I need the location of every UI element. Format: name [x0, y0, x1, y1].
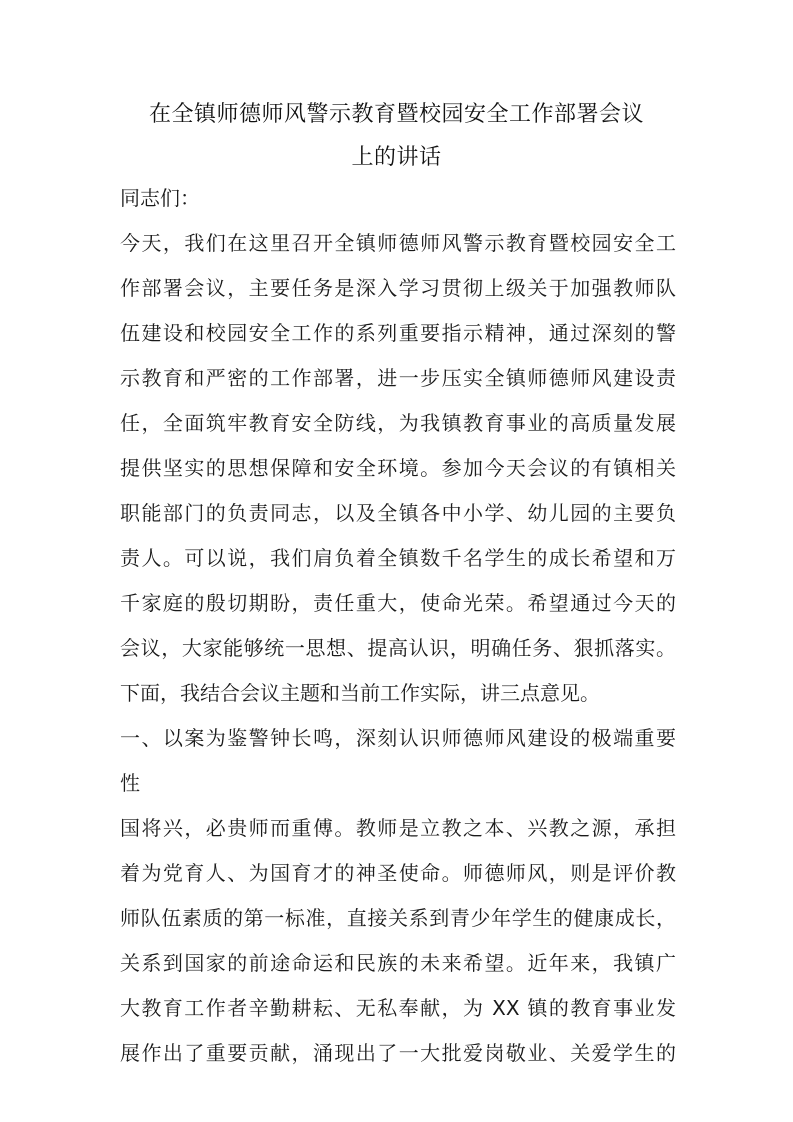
body-line: 伍建设和校园安全工作的系列重要指示精神，通过深刻的警 — [120, 321, 676, 345]
body-line: 师队伍素质的第一标准，直接关系到青少年学生的健康成长， — [120, 906, 676, 930]
salutation: 同志们： — [120, 186, 200, 210]
body-line: 任，全面筑牢教育安全防线，为我镇教育事业的高质量发展 — [120, 411, 676, 435]
body-line: 展作出了重要贡献，涌现出了一大批爱岗敬业、关爱学生的 — [120, 1041, 676, 1065]
body-line: 今天，我们在这里召开全镇师德师风警示教育暨校园安全工 — [120, 231, 676, 255]
body-line: 着为党育人、为国育才的神圣使命。师德师风，则是评价教 — [120, 861, 676, 885]
section-heading-line: 一、以案为鉴警钟长鸣，深刻认识师德师风建设的极端重要 — [120, 726, 676, 750]
body-line: 会议，大家能够统一思想、提高认识，明确任务、狠抓落实。 — [120, 636, 676, 660]
body-line: 千家庭的殷切期盼，责任重大，使命光荣。希望通过今天的 — [120, 591, 676, 615]
body-line: 提供坚实的思想保障和安全环境。参加今天会议的有镇相关 — [120, 456, 676, 480]
body-line: 示教育和严密的工作部署，进一步压实全镇师德师风建设责 — [120, 366, 676, 390]
document-title-line-2: 上的讲话 — [351, 145, 442, 170]
body-line: 国将兴，必贵师而重傅。教师是立教之本、兴教之源，承担 — [120, 816, 676, 840]
body-line: 责人。可以说，我们肩负着全镇数千名学生的成长希望和万 — [120, 546, 676, 570]
document-title-line-1: 在全镇师德师风警示教育暨校园安全工作部署会议 — [148, 102, 644, 127]
section-heading-line: 性 — [120, 771, 140, 795]
body-line: 大教育工作者辛勤耕耘、无私奉献，为 XX 镇的教育事业发 — [120, 996, 676, 1020]
body-line: 关系到国家的前途命运和民族的未来希望。近年来，我镇广 — [120, 951, 676, 975]
body-line: 职能部门的负责同志，以及全镇各中小学、幼儿园的主要负 — [120, 501, 676, 525]
body-line: 作部署会议，主要任务是深入学习贯彻上级关于加强教师队 — [120, 276, 676, 300]
body-line: 下面，我结合会议主题和当前工作实际，讲三点意见。 — [120, 681, 600, 705]
